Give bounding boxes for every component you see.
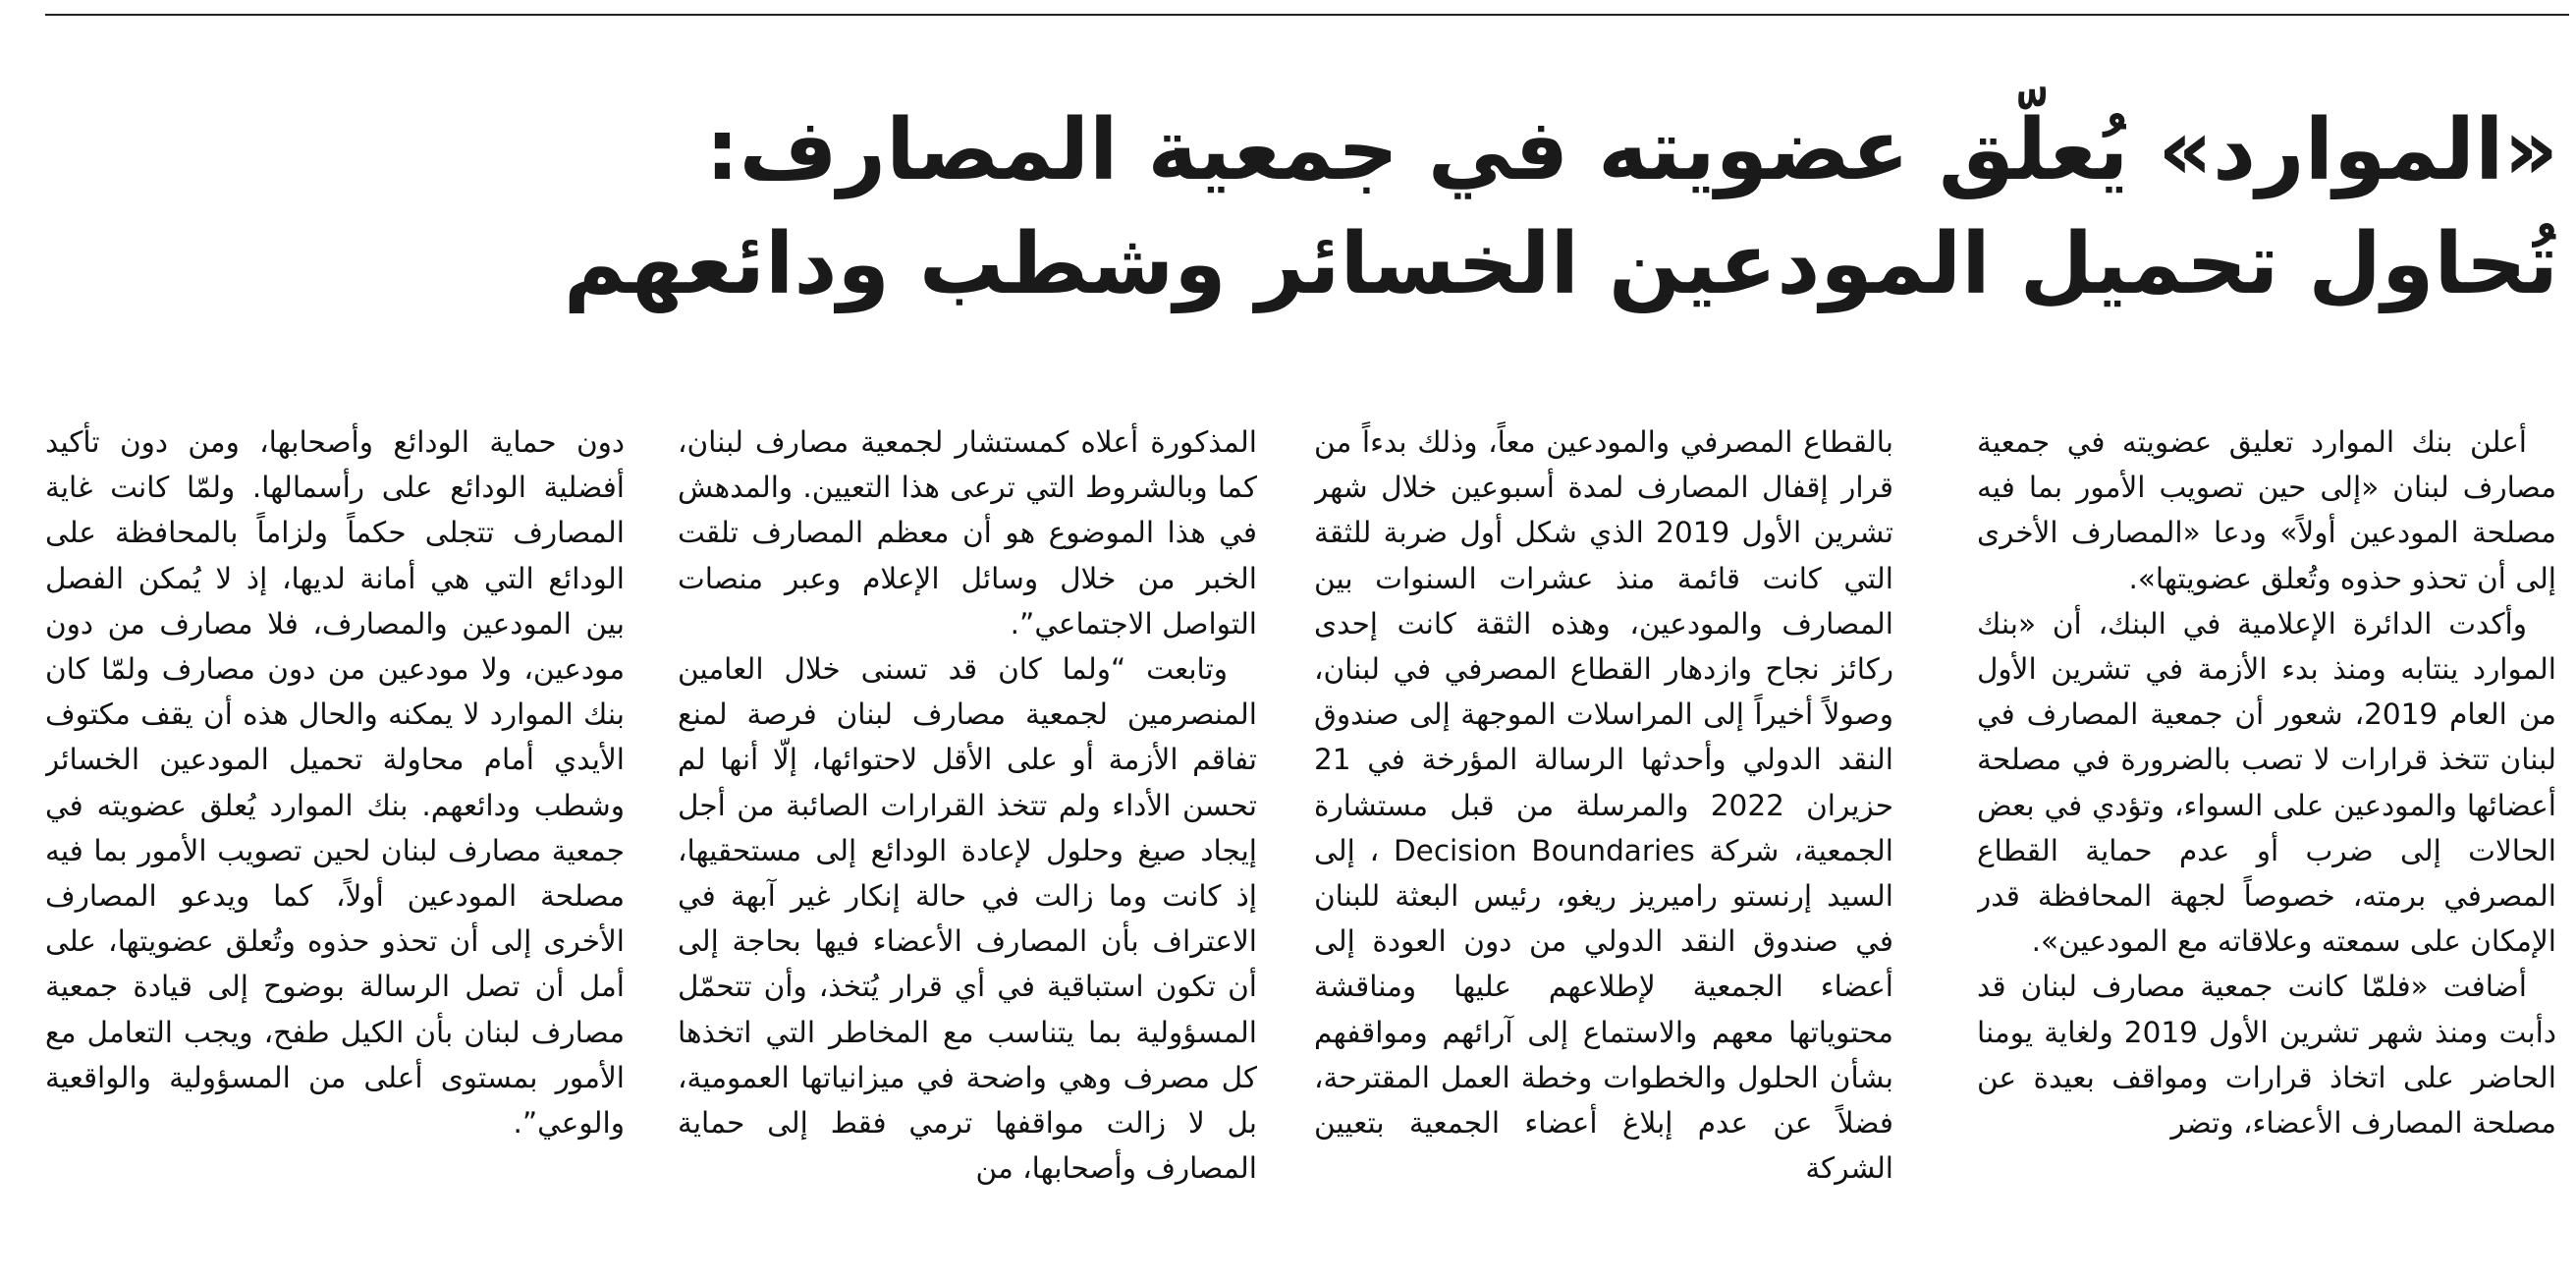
column-paragraph: وأكدت الدائرة الإعلامية في البنك، أن «بنك الموارد ينتابه ومنذ بدء الأزمة في تشرين الأول من العام 2019، شعور أن جمعية المصارف في لبنان تتخذ قرارات لا تصب بالضرورة في مصلحة أعضائها والمودعين على السواء، وتؤدي في بعض الحالات إلى ضرب أو عدم حماية القطاع المصرفي برمته، خصوصاً لجهة المحافظة قدر الإمكان على سمعته وعلاقاته مع المودعين». <box>1977 606 2556 959</box>
article-column-1 <box>1977 419 2556 1264</box>
article-headline <box>563 93 2558 321</box>
column-paragraph: أعلن بنك الموارد تعليق عضويته في جمعية مصارف لبنان «إلى حين تصويب الأمور بما فيه مصلحة المودعين أولاً» ودعا «المصارف الأخرى إلى أن تحذو حذوه وتُعلق عضويتها». <box>1977 425 2556 595</box>
column-paragraph: دون حماية الودائع وأصحابها، ومن دون تأكيد أفضلية الودائع على رأسمالها. ولمّا كانت غاية المصارف تتجلى حكماً ولزاماً بالمحافظة على الودائع التي هي أمانة لديها، إذ لا يُمكن الفصل بين المودعين والمصارف، فلا مصارف من دون مودعين، ولا مودعين من دون مصارف ولمّا كان بنك الموارد لا يمكنه والحال هذه أن يقف مكتوف الأيدي أمام محاولة تحميل المودعين الخسائر وشطب ودائعهم. بنك الموارد يُعلق عضويته في جمعية مصارف لبنان لحين تصويب الأمور بما فيه مصلحة المودعين أولاً، كما ويدعو المصارف الأخرى إلى أن تحذو حذوه وتُعلق عضويتها، على أمل أن تصل الرسالة بوضوح إلى قيادة جمعية مصارف لبنان بأن الكيل طفح، ويجب التعامل مع الأمور بمستوى أعلى من المسؤولية والواقعية والوعي”. <box>45 425 625 1141</box>
column-paragraph: المذكورة أعلاه كمستشار لجمعية مصارف لبنان، كما وبالشروط التي ترعى هذا التعيين. والمدهش في هذا الموضوع هو أن معظم المصارف تلقت الخبر من خلال وسائل الإعلام وعبر منصات التواصل الاجتماعي”. <box>678 425 1257 640</box>
article-column-4 <box>45 419 625 1264</box>
headline-line-2: تُحاول تحميل المودعين الخسائر وشطب ودائعهم <box>563 215 2558 313</box>
headline-line-1: «الموارد» يُعلّق عضويته في جمعية المصارف: <box>705 101 2558 199</box>
column-paragraph: بالقطاع المصرفي والمودعين معاً، وذلك بدءاً من قرار إقفال المصارف لمدة أسبوعين خلال شهر تشرين الأول 2019 الذي شكل أول ضربة للثقة التي كانت قائمة منذ عشرات السنوات بين المصارف والمودعين، وهذه الثقة كانت إحدى ركائز نجاح وازدهار القطاع المصرفي في لبنان، وصولاً أخيراً إلى المراسلات الموجهة إلى صندوق النقد الدولي وأحدثها الرسالة المؤرخة في 21 حزيران 2022 والمرسلة من قبل مستشارة الجمعية، شركة Decision Boundaries ، إلى السيد إرنستو راميريز ريغو، رئيس البعثة للبنان في صندوق النقد الدولي من دون العودة إلى أعضاء الجمعية لإطلاعهم عليها ومناقشة محتوياتها معهم والاستماع إلى آرائهم ومواقفهم بشأن الحلول والخطوات وخطة العمل المقترحة، فضلاً عن عدم إبلاغ أعضاء الجمعية بتعيين الشركة <box>1314 425 1893 1186</box>
top-rule <box>45 14 2569 16</box>
column-paragraph: وتابعت “ولما كان قد تسنى خلال العامين المنصرمين لجمعية مصارف لبنان فرصة لمنع تفاقم الأزمة أو على الأقل لاحتوائها، إلّا أنها لم تحسن الأداء ولم تتخذ القرارات الصائبة من أجل إيجاد صيغ وحلول لإعادة الودائع إلى مستحقيها، إذ كانت وما زالت في حالة إنكار غير آبهة في الاعتراف بأن المصارف الأعضاء فيها بحاجة إلى أن تكون استباقية في أي قرار يُتخذ، وأن تتحمّل المسؤولية بما يتناسب مع المخاطر التي اتخذها كل مصرف وهي واضحة في ميزانياتها العمومية، بل لا زالت مواقفها ترمي فقط إلى حماية المصارف وأصحابها، من <box>678 652 1257 1186</box>
article-column-2 <box>1314 419 1893 1264</box>
column-paragraph: أضافت «فلمّا كانت جمعية مصارف لبنان قد دأبت ومنذ شهر تشرين الأول 2019 ولغاية يومنا الحاضر على اتخاذ قرارات ومواقف بعيدة عن مصلحة المصارف الأعضاء، وتضر <box>1977 970 2556 1141</box>
article-column-3 <box>678 419 1257 1264</box>
